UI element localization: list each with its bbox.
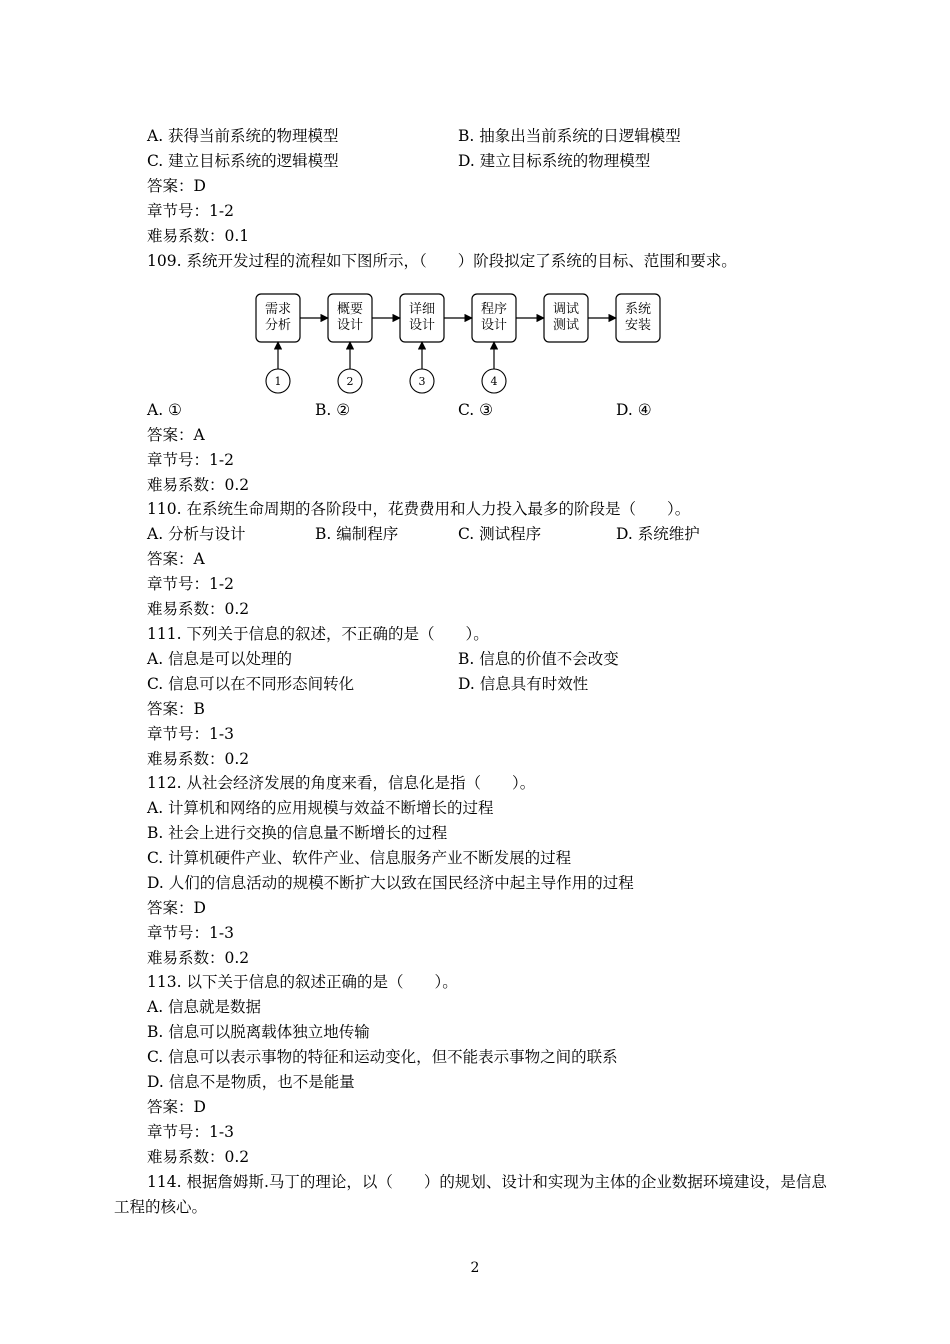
stage-label: 设计 (336, 318, 364, 333)
q109-option-d: D. ④ (616, 401, 652, 419)
q108-option-c: C. 建立目标系统的逻辑模型 (147, 152, 339, 170)
q110-option-c: C. 测试程序 (458, 525, 542, 543)
q111-question: 111. 下列关于信息的叙述，不正确的是（ ）。 (147, 625, 489, 643)
q108-option-d: D. 建立目标系统的物理模型 (458, 152, 651, 170)
page-number: 2 (470, 1260, 480, 1276)
q114-question-line2: 工程的核心。 (114, 1198, 208, 1216)
q111-option-d: D. 信息具有时效性 (458, 675, 589, 693)
q113-question: 113. 以下关于信息的叙述正确的是（ ）。 (147, 973, 458, 991)
stage-label: 系统 (624, 302, 652, 317)
stage-label: 详细 (408, 302, 436, 317)
q113-option-b: B. 信息可以脱离载体独立地传输 (147, 1023, 370, 1041)
q112-option-d: D. 人们的信息活动的规模不断扩大以致在国民经济中起主导作用的过程 (147, 874, 634, 892)
q112-answer: 答案：D (147, 899, 206, 917)
q109-chapter: 章节号：1-2 (147, 451, 234, 469)
q110-question: 110. 在系统生命周期的各阶段中，花费费用和人力投入最多的阶段是（ ）。 (147, 500, 691, 518)
q110-option-b: B. 编制程序 (315, 525, 399, 543)
q108-chapter: 章节号：1-2 (147, 202, 234, 220)
flow-diagram (248, 288, 668, 398)
circle-number: 2 (346, 375, 354, 388)
q109-option-a: A. ① (147, 401, 182, 419)
q108-option-a: A. 获得当前系统的物理模型 (147, 127, 339, 145)
stage-label: 测试 (552, 318, 580, 333)
q113-difficulty: 难易系数：0.2 (147, 1148, 250, 1166)
q111-option-c: C. 信息可以在不同形态间转化 (147, 675, 355, 693)
q109-difficulty: 难易系数：0.2 (147, 476, 250, 494)
q108-option-b: B. 抽象出当前系统的日逻辑模型 (458, 127, 681, 145)
q109-option-c: C. ③ (458, 401, 494, 419)
stage-label: 安装 (624, 318, 652, 333)
q109-question: 109. 系统开发过程的流程如下图所示，（ ）阶段拟定了系统的目标、范围和要求。 (147, 252, 737, 270)
q112-difficulty: 难易系数：0.2 (147, 949, 250, 967)
stage-label: 调试 (552, 302, 580, 317)
q110-difficulty: 难易系数：0.2 (147, 600, 250, 618)
q111-difficulty: 难易系数：0.2 (147, 750, 250, 768)
circle-number: 3 (418, 375, 426, 388)
stage-label: 分析 (264, 318, 292, 333)
q111-option-b: B. 信息的价值不会改变 (458, 650, 619, 668)
q114-question-line1: 114. 根据詹姆斯.马丁的理论，以（ ）的规划、设计和实现为主体的企业数据环境建设，是信息 (147, 1173, 827, 1191)
stage-label: 程序 (480, 302, 508, 317)
q111-chapter: 章节号：1-3 (147, 725, 234, 743)
q112-option-b: B. 社会上进行交换的信息量不断增长的过程 (147, 824, 448, 842)
q110-option-a: A. 分析与设计 (147, 525, 246, 543)
q112-question: 112. 从社会经济发展的角度来看，信息化是指（ ）。 (147, 774, 536, 792)
stage-label: 概要 (336, 302, 364, 317)
stage-label: 需求 (264, 302, 292, 317)
q113-chapter: 章节号：1-3 (147, 1123, 234, 1141)
q113-option-c: C. 信息可以表示事物的特征和运动变化，但不能表示事物之间的联系 (147, 1048, 618, 1066)
q113-option-d: D. 信息不是物质，也不是能量 (147, 1073, 355, 1091)
circle-number: 1 (274, 375, 282, 388)
circle-number: 4 (490, 375, 498, 388)
stage-label: 设计 (480, 318, 508, 333)
q110-chapter: 章节号：1-2 (147, 575, 234, 593)
q113-answer: 答案：D (147, 1098, 206, 1116)
q112-chapter: 章节号：1-3 (147, 924, 234, 942)
q112-option-a: A. 计算机和网络的应用规模与效益不断增长的过程 (147, 799, 494, 817)
q111-answer: 答案：B (147, 700, 205, 718)
q111-option-a: A. 信息是可以处理的 (147, 650, 293, 668)
q110-option-d: D. 系统维护 (616, 525, 700, 543)
q113-option-a: A. 信息就是数据 (147, 998, 262, 1016)
q109-option-b: B. ② (315, 401, 351, 419)
stage-label: 设计 (408, 318, 436, 333)
q112-option-c: C. 计算机硬件产业、软件产业、信息服务产业不断发展的过程 (147, 849, 572, 867)
q108-answer: 答案：D (147, 177, 206, 195)
q109-answer: 答案：A (147, 426, 205, 444)
q110-answer: 答案：A (147, 550, 205, 568)
q108-difficulty: 难易系数：0.1 (147, 227, 250, 245)
